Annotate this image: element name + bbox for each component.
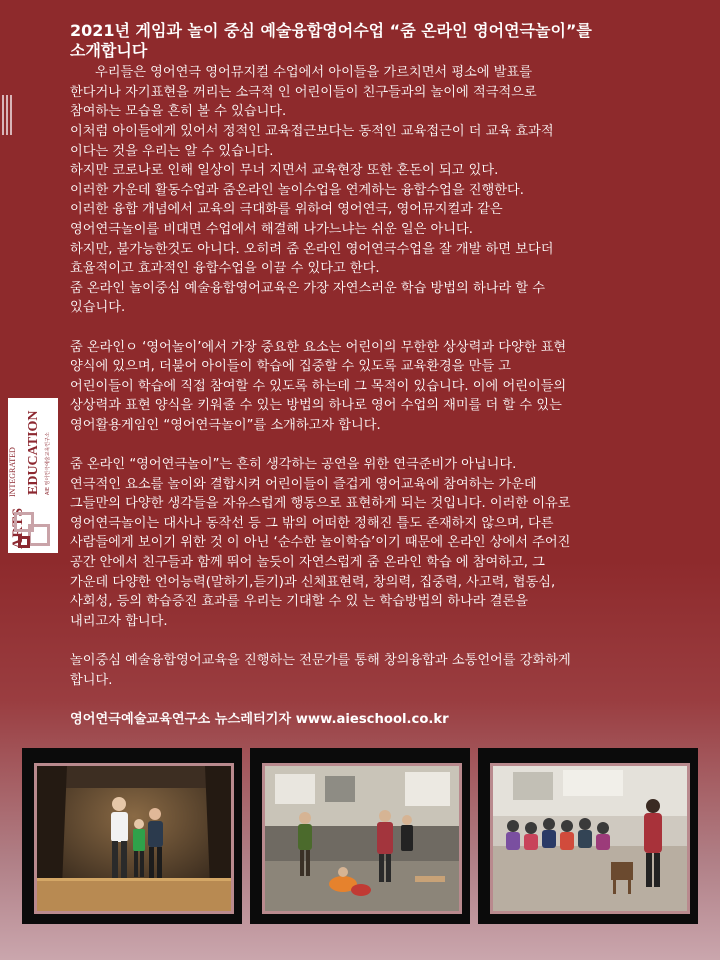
body-line: 줌 온라인ㅇ ‘영어놀이’에서 가장 중요한 요소는 어린이의 무한한 상상력과 다양한 표현 [70,339,567,355]
body-line: 참여하는 모습을 흔히 볼 수 있습니다. [70,104,287,120]
photo-icon [262,763,462,914]
body-line: 줌 온라인 “영어연극놀이”는 흔히 생각하는 공연을 위한 연극준비가 아닙니다. [70,457,517,473]
body-line: 연극적인 요소를 놀이와 결합시켜 어린이들이 즐겁게 영어교육에 참여하는 가운데 [70,476,537,492]
body-line: 한다거나 자기표현을 꺼리는 소극적 인 어린이들이 친구들과의 놀이에 적극적으로 [70,84,537,100]
title-line: 소개합니다 [70,40,148,60]
logo-word-education: EDUCATION [26,410,41,495]
article-body [70,63,705,729]
body-line: 사회성, 등의 학습증진 효과를 우리는 기대할 수 있 는 학습방법의 하나라 결론을 [70,594,528,610]
logo-mark-icon [14,512,52,548]
body-line: 가운데 다양한 언어능력(말하기,듣기)과 신체표현력, 창의력, 집중력, 사고력, 협동심, [70,574,556,590]
body-line: 놀이중심 예술융합영어교육을 진행하는 전문가를 통해 창의융합과 소통언어를 강화하게 [70,653,571,668]
body-line: 효율적이고 효과적인 융합수업을 이끌 수 있다고 한다. [70,261,380,277]
body-line: 영어연극놀이를 비대면 수업에서 해결해 나가느냐는 쉬운 일은 아니다. [70,221,473,237]
body-line: 어린이들이 학습에 직접 참여할 수 있도록 하는데 그 목적이 있습니다. 이에 어린이들의 [70,378,567,394]
body-line: 이러한 가운데 활동수업과 줌온라인 놀이수업을 연계하는 융합수업을 진행한다. [70,182,524,198]
aie-logo [8,398,58,553]
article-signature: 영어연극예술교육연구소 뉴스레터기자 www.aieschool.co.kr [70,711,449,727]
body-line: 하지만, 불가능한것도 아니다. 오히려 줌 온라인 영어연극수업을 잘 개발 하면 보다더 [70,241,554,257]
logo-word-arts: ARTS [10,507,26,549]
body-line: 내리고자 합니다. [70,613,168,629]
paragraph-gap [70,631,705,651]
body-line: 이다는 것을 우리는 알 수 있습니다. [70,143,274,159]
body-line: 양식에 있으며, 더불어 아이들이 학습에 집중할 수 있도록 교육환경을 만들 고 [70,359,512,375]
logo-word-integrated: INTEGRATED [8,447,17,497]
body-line: 합니다. [70,672,113,688]
body-line: 있습니다. [70,300,126,316]
paragraph-gap [70,318,705,338]
article [70,20,705,729]
body-line: 그들만의 다양한 생각들을 자유스럽게 행동으로 표현하게 되는 것입니다. 이러한 이유로 [70,496,571,512]
body-line: 사람들에게 보이기 위한 것 이 아닌 ‘순수한 놀이학습’이기 때문에 온라인 상에서 주어진 [70,535,571,551]
body-line: 상상력과 표현 양식을 키워줄 수 있는 방법의 하나로 영어 수업의 재미를 더 할 수 있는 [70,398,562,414]
body-line: 우리들은 영어연극 영어뮤지컬 수업에서 아이들을 가르치면서 평소에 발표를 [95,65,532,81]
classroom-activity-photo [250,748,470,924]
left-decorative-bars [0,95,14,135]
body-line: 줌 온라인 놀이중심 예술융합영어교육은 가장 자연스러운 학습 방법의 하나라 할 수 [70,280,546,296]
body-line: 이처럼 아이들에게 있어서 정적인 교육접근보다는 동적인 교육접근이 더 교육 효과적 [70,123,554,139]
students-seated-photo [478,748,698,924]
photo-icon [490,763,690,914]
logo-subtitle: AIE 영어연극예술교육연구소 [45,432,51,495]
photo-icon [34,763,234,914]
body-line: 이러한 융합 개념에서 교육의 극대화를 위하여 영어연극, 영어뮤지컬과 같은 [70,202,503,218]
article-title [70,20,705,59]
stage-performance-photo [22,748,242,924]
paragraph-gap [70,690,705,710]
paragraph-gap [70,435,705,455]
body-line: 하지만 코로나로 인해 일상이 무너 지면서 교육현장 또한 혼돈이 되고 있다. [70,163,499,179]
body-line: 영어활용게임인 “영어연극놀이”를 소개하고자 합니다. [70,417,381,433]
body-line: 공간 안에서 친구들과 함께 뛰어 놀듯이 자연스럽게 줌 온라인 학습 에 참여하고, 그 [70,555,545,571]
body-line: 영어연극놀이는 대사나 동작선 등 그 밖의 어떠한 정해진 틀도 존재하지 않으며, 다른 [70,515,554,531]
title-line: 2021년 게임과 놀이 중심 예술융합영어수업 “줌 온라인 영어연극놀이”를 [70,21,592,40]
